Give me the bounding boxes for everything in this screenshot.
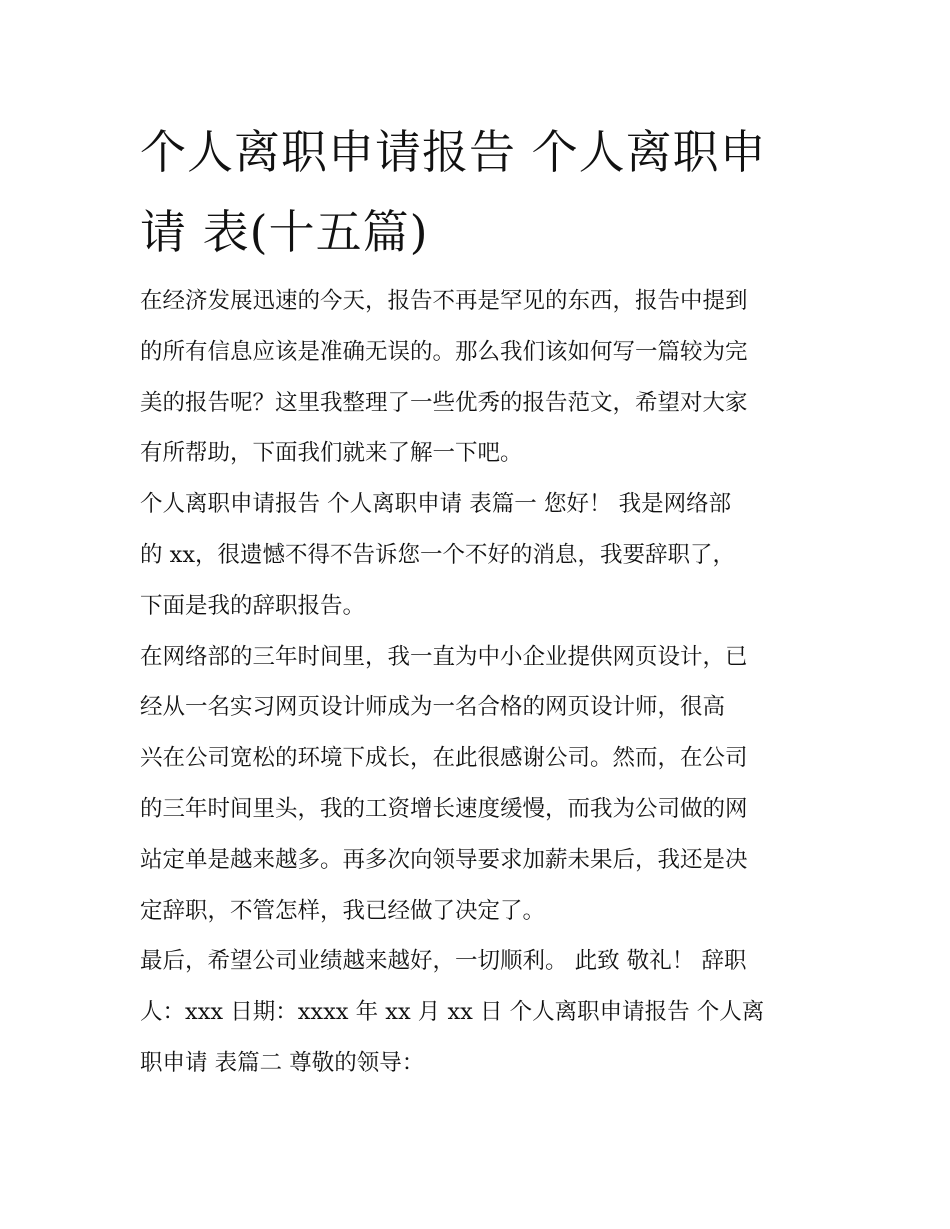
- paragraph-line: 站定单是越来越多。再多次向领导要求加薪未果后，我还是决: [140, 846, 748, 873]
- paragraph-article-one-opening: [140, 479, 830, 631]
- paragraph-line: 定辞职，不管怎样，我已经做了决定了。: [140, 897, 546, 924]
- paragraph-line: 经从一名实习网页设计师成为一名合格的网页设计师，很高: [140, 694, 726, 721]
- paragraph-line: 在网络部的三年时间里，我一直为中小企业提供网页设计，已: [140, 643, 748, 670]
- title-line-2: 请 表(十五篇): [140, 205, 429, 259]
- paragraph-line: 兴在公司宽松的环境下成长，在此很感谢公司。然而，在公司: [140, 745, 748, 772]
- paragraph-intro: [140, 276, 830, 479]
- paragraph-line: 在经济发展迅速的今天，报告不再是罕见的东西，报告中提到: [140, 288, 748, 314]
- paragraph-line: 的三年时间里头，我的工资增长速度缓慢，而我为公司做的网: [140, 795, 748, 822]
- paragraph-line: 的所有信息应该是准确无误的。那么我们该如何写一篇较为完: [140, 338, 748, 365]
- paragraph-line: 的 xx，很遗憾不得不告诉您一个不好的消息，我要辞职了，: [140, 541, 736, 568]
- title-line-1: 个人离职申请报告 个人离职申: [140, 125, 767, 179]
- paragraph-line: 职申请 表篇二 尊敬的领导：: [140, 1049, 425, 1076]
- document-title: [140, 112, 820, 272]
- paragraph-line: 下面是我的辞职报告。: [140, 592, 366, 619]
- paragraph-closing: [140, 936, 830, 1088]
- paragraph-line: 美的报告呢？这里我整理了一些优秀的报告范文，希望对大家: [140, 389, 748, 416]
- paragraph-article-one-body: [140, 632, 830, 937]
- document-body: [140, 276, 830, 1089]
- paragraph-line: 最后，希望公司业绩越来越好，一切顺利。 此致 敬礼！ 辞职: [140, 948, 747, 975]
- paragraph-line: 有所帮助，下面我们就来了解一下吧。: [140, 440, 523, 467]
- paragraph-line: 人：xxx 日期：xxxx 年 xx 月 xx 日 个人离职申请报告 个人离: [140, 999, 765, 1026]
- paragraph-line: 个人离职申请报告 个人离职申请 表篇一 您好！ 我是网络部: [140, 491, 732, 518]
